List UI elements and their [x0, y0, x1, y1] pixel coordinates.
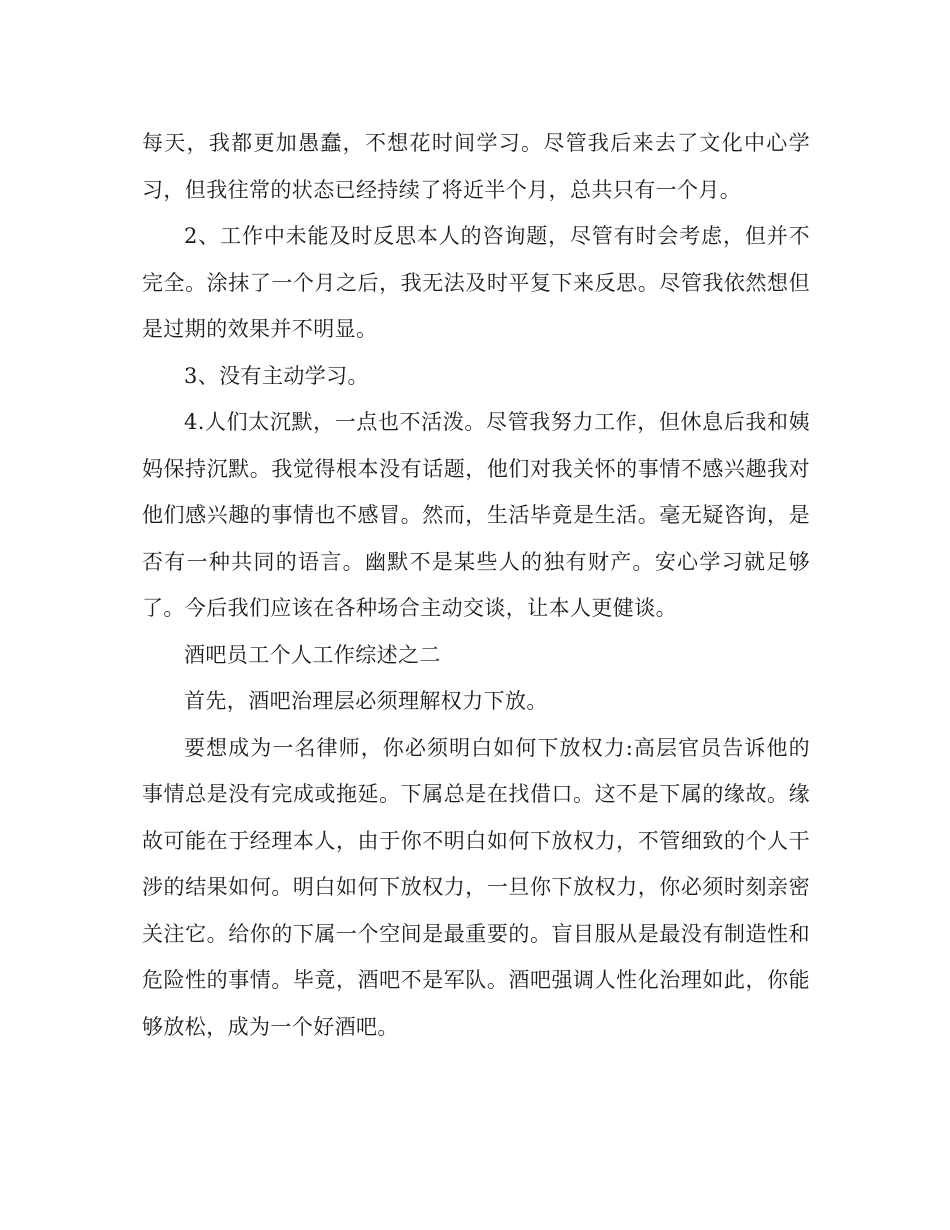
- paragraph-1: 每天，我都更加愚蠢，不想花时间学习。尽管我后来去了文化中心学习，但我往常的状态已经持续了将近半个月，总共只有一个月。: [142, 131, 810, 202]
- document-body: [142, 120, 810, 1050]
- paragraph-5: 首先，酒吧治理层必须理解权力下放。: [184, 689, 548, 713]
- paragraph-3: 3、没有主动学习。: [184, 363, 369, 388]
- paragraph-6: 要想成为一名律师，你必须明白如何下放权力:高层官员告诉他的事情总是没有完成或拖延。下属总是在找借口。这不是下属的缘故。缘故可能在于经理本人，由于你不明白如何下放权力，不管细致的个人干涉的结果如何。明白如何下放权力，一旦你下放权力，你必须时刻亲密关注它。给你的下属一个空间是最重要的。盲目服从是最没有制造性和危险性的事情。毕竟，酒吧不是军队。酒吧强调人性化治理如此，你能够放松，成为一个好酒吧。: [142, 735, 810, 1039]
- paragraph-2: 2、工作中未能及时反思本人的咨询题，尽管有时会考虑，但并不完全。涂抹了一个月之后，我无法及时平复下来反思。尽管我依然想但是过期的效果并不明显。: [142, 224, 810, 341]
- section-heading: 酒吧员工个人工作综述之二: [184, 642, 441, 667]
- paragraph-4: 4.人们太沉默，一点也不活泼。尽管我努力工作，但休息后我和姨妈保持沉默。我觉得根本没有话题，他们对我关怀的事情不感兴趣我对他们感兴趣的事情也不感冒。然而，生活毕竟是生活。毫无疑咨询，是否有一种共同的语言。幽默不是某些人的独有财产。安心学习就足够了。今后我们应该在各种场合主动交谈，让本人更健谈。: [142, 410, 810, 620]
